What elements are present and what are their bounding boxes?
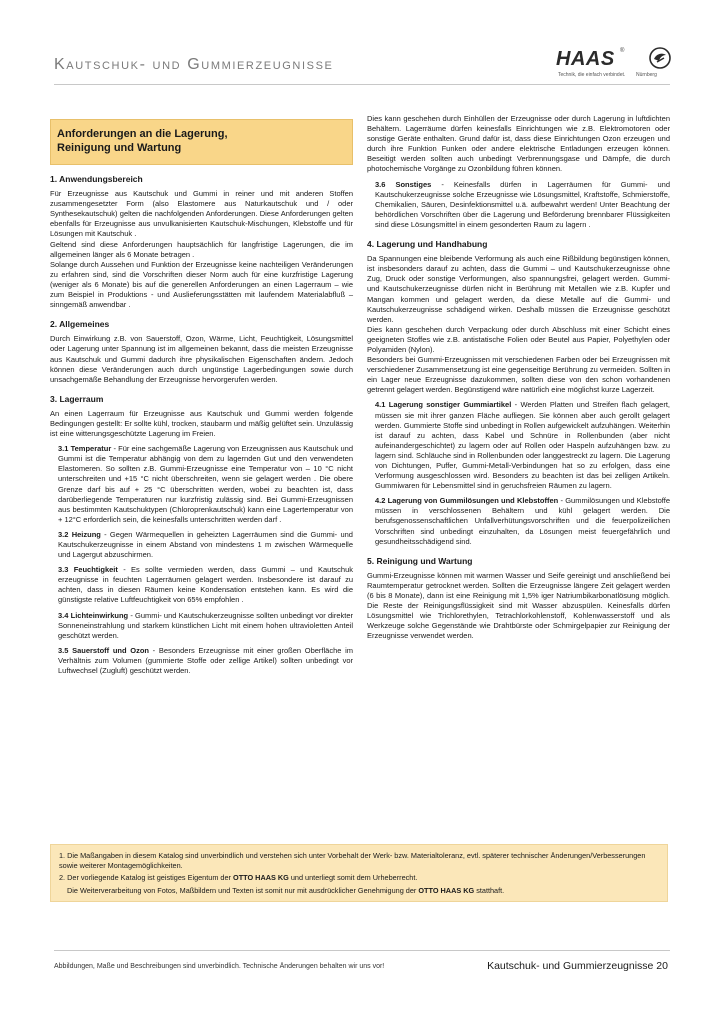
subsection-3-2: [58, 530, 353, 560]
paragraph: Dies kann geschehen durch Einhüllen der Erzeugnisse oder durch Lagerung in luftdichten Behältern. Lagerräume dürfen keinesfalls Einrichtungen wie z.B. Elektromotoren oder sonstige Geräte enthalten. Grund dafür ist, dass diese Einrichtungen Ozon erzeugen und durch ihre Funktion Funken oder andere elektrische Entladungen erzeugen können. Beseitigt werden sollten auch unbedingt Verbrennungsgase und Dämpfe, die durch photochemische Vorgänge zu Ozonbildung führen können.: [367, 114, 670, 174]
paragraph: Besonders bei Gummi-Erzeugnissen mit verschiedenen Farben oder bei Erzeugnissen mit verschiedener Zusammensetzung ist eine gegenseitige Berührung zu vermeiden. Sollten in ein Lager neue Erzeugnisse dazukommen, sollten diese von den schon vorhandenen getrennt gelagert werden. Begünstigend wäre natürlich eine möglichst kurze Lagerzeit.: [367, 355, 670, 395]
disclaimer-notes-box: [50, 844, 668, 902]
footer-disclaimer: Abbildungen, Maße und Beschreibungen sind unverbindlich. Technische Änderungen behalten wir uns vor!: [54, 963, 385, 970]
subsection-text: - Werden Platten und Streifen flach gelagert, müssen sie mit ihrer ganzen Fläche aufliegen. Sie können aber auch gerollt gelagert werden. Gummierte Stoffe sind unbedingt in Rollen aufgewickelt aufzuhängen. Weiterhin ist darauf zu achten, dass Kabel und Schnüre in Rollenbunden (aber nicht aufeinandergeschichtet) zu lagern oder auf Rollen oder Haspeln aufzuhängen bzw. zu lagern sind. Schläuche sind in Rollenbunden oder langgestreckt zu lagern. Die Lagerung von Dichtungen, Puffer, Gummi-Metall-Verbindungen hat so zu erfolgen, dass eine Verformung ausgeschlossen wird. Besonders zu beachten ist das bei zelligen Artikeln. Gummiwaren für Lebensmittel sind in geruchsfreien Räumen zu lagern.: [375, 400, 670, 491]
logo-tagline: Technik, die einfach verbindet.: [558, 72, 626, 78]
paragraph: Gummi-Erzeugnisse können mit warmen Wasser und Seife gereinigt und anschließend bei Raumtemperatur getrocknet werden. Sollten die Erzeugnisse längere Zeit gelagert werden (6 bis 8 Monate), dann ist eine Reinigung mit 1,5% iger Natriumbikarbonatlösung möglich. Die Reste der Reinigungsflüssigkeit sind mit Wasser abzuspülen. Keinesfalls dürfen Lösungsmittel wie Trichlorethylen, Tetrachlorkohlenstoff, Kohlenwasserstoff und als Werkzeuge solche Gegenstände wie Drahtbürste oder Schmirgelpapier zur Reinigung der Erzeugnisse verwendet werden.: [367, 570, 670, 641]
subsection-3-5: [58, 646, 353, 676]
logo-wordmark: HAAS: [556, 48, 615, 70]
subsection-3-3: [58, 565, 353, 605]
subsection-text: - Für eine sachgemäße Lagerung von Erzeugnissen aus Kautschuk und Gummi ist die Temperatur abhängig von dem zu lagernden Gut und den verwendeten Elastomeren. So sollten z.B. Gummi-Erzeugnisse eine Temperatur von – 10 °C nicht unterschreiten und +15 °C nicht überschreiten, wenn sie gelagert werden . Die obere Grenze darf bis auf + 25 °C überschritten werden, wobei zu beachten ist, dass darüberliegende Temperaturen nur kurzfristig zulässig sind. Bei Gummi-Erzeugnissen aus bestimmten Kautschuktypen (Chloroprenkautschuk) kann eine Lagertemperatur von + 12°C erforderlich sein, die keinesfalls unterschritten werden darf .: [58, 444, 353, 524]
note-text: 2. Der vorliegende Katalog ist geistiges Eigentum der: [59, 873, 234, 883]
subsection-label: 3.1 Temperatur: [58, 444, 112, 454]
note-text: Die Weiterverarbeitung von Fotos, Maßbildern und Texten ist somit nur mit ausdrücklicher Genehmigung der: [67, 885, 419, 895]
section-heading-box: [50, 119, 353, 165]
subsection-text: - Keinesfalls dürfen in Lagerräumen für Gummi- und Kautschukerzeugnisse solche Erzeugnisse wie Lösungsmittel, Kraftstoffe, Schmierstoffe, Chemikalien, Säuren, Desinfektionsmittel u.ä. aufbewahrt werden! Unter Beachtung der behördlichen Vorschriften über die Lagerung und Beförderung brennbarer Flüssigkeiten sind diese Lösungsmittel in einem gesonderten Raum zu lagern .: [375, 179, 670, 229]
heading-line-1: Anforderungen an die Lagerung,: [57, 128, 228, 140]
right-column: [367, 114, 670, 642]
note-text: und unterliegt somit dem Urheberrecht.: [288, 873, 418, 883]
paragraph: Dies kann geschehen durch Verpackung oder durch Abschluss mit einer Schicht eines geeigneten Stoffes wie z.B. antistatische Folien oder Beutel aus Papier, Polyethylen oder Polyamiden (Nylon).: [367, 324, 670, 354]
left-column: [50, 114, 353, 679]
subsection-label: 4.2 Lagerung von Gummilösungen und Klebstoffen: [375, 496, 559, 506]
logo-emblem-icon: [648, 46, 672, 70]
section-title-5: 5. Reinigung und Wartung: [367, 555, 473, 566]
section-title-2: 2. Allgemeines: [50, 319, 110, 330]
subsection-label: 3.6 Sonstiges: [375, 179, 432, 189]
paragraph: Geltend sind diese Anforderungen hauptsächlich für langfristige Lagerungen, die im allgemeinen länger als 6 Monate betragen .: [50, 239, 353, 259]
haas-logo: [556, 46, 674, 82]
subsection-text: - Gegen Wärmequellen in geheizten Lagerräumen sind die Gummi- und Kautschukerzeugnisse in einem Abstand von mindestens 1 m zwischen Wärmequelle und Lagergut abzuschirmen.: [58, 529, 353, 560]
section-title-3: 3. Lagerraum: [50, 393, 104, 404]
paragraph: Solange durch Aussehen und Funktion der Erzeugnisse keine nachteiligen Veränderungen zu erfahren sind, sind die Vorschriften dieser Norm auch für eine kurzfristige Lagerung (weniger als 6 Monate) bis auf die generellen Anforderungen an einen Lagerraum – wie zum Beispiel in Produktions - und Auslieferungsstätten mit laufendem Materialabfluß – sinngemäß anwendbar .: [50, 259, 353, 310]
subsection-label: 3.3 Feuchtigkeit: [58, 565, 118, 575]
footer-divider: [54, 950, 670, 951]
header-divider: [54, 84, 670, 85]
subsection-text: - Gummilösungen und Klebstoffe müssen in verschlossenen Behältern und kühl gelagert werden. Die berufsgenossenschaftlichen Unfallverhütungsvorschriften und die feuerpolizeilichen Vorschriften sind unbedingt einzuhalten, da Lösungen meist feuergefährlich und gesundheitsschädigend sind.: [375, 496, 670, 546]
note-2: [59, 873, 659, 883]
paragraph: An einen Lagerraum für Erzeugnisse aus Kautschuk und Gummi werden folgende Bedingungen gestellt: Er sollte kühl, trocken, staubarm und mäßig gelüftet sein. Unzulässig ist eine witterungsgeschützte Lagerung im Freien.: [50, 408, 353, 439]
paragraph: Für Erzeugnisse aus Kautschuk und Gummi in reiner und mit anderen Stoffen zusammengesetzter Form (also Elastomere aus Naturkautschuk und / oder Synthesekautschuk) gelten die nachfolgenden Anforderungen. Diese Anforderungen gelten ebenfalls für Erzeugnisse aus unvulkanisierten Kautschuk-Mischungen, Klebstoffe und für Lösungen mit Kautschuk .: [50, 189, 353, 239]
subsection-3-4: [58, 611, 353, 641]
page-header-title: Kautschuk- und Gummierzeugnisse: [54, 56, 334, 73]
note-1: 1. Die Maßangaben in diesem Katalog sind unverbindlich und verstehen sich unter Vorbehalt der Werk- bzw. Materialtoleranz, evtl. späterer technischer Änderungen/Verbesserungen sowie weiterer Montagemöglichkeiten.: [59, 851, 646, 870]
logo-city: Nürnberg: [636, 72, 657, 78]
subsection-4-1: [375, 400, 670, 491]
subsection-text: - Es sollte vermieden werden, dass Gummi – und Kautschuk erzeugnisse in feuchten Lagerräumen gelagert werden. Insbesondere ist darauf zu achten, dass in diesen Räumen keine Kondensation entstehen kann. Es wird die günstigste relative Luftfeuchtigkeit von 65% empfohlen .: [58, 565, 354, 605]
footer-page-label: Kautschuk- und Gummierzeugnisse 20: [487, 960, 668, 972]
paragraph: Durch Einwirkung z.B. von Sauerstoff, Ozon, Wärme, Licht, Feuchtigkeit, Lösungsmittel oder Lagerung unter Spannung ist im allgemeinen bekannt, dass die meisten Erzeugnisse aus Kautschuk und Gummi dadurch ihre physikalischen Eigenschaften ändern. Jedoch können diese Veränderungen auch durch ungünstige Lagerbedingungen sowie durch unsachgemäße Behandlung der Erzeugnisse hervorgerufen werden.: [50, 334, 353, 384]
logo-registered-mark: ®: [620, 48, 625, 54]
section-title-4: 4. Lagerung und Handhabung: [367, 239, 488, 250]
subsection-label: 4.1 Lagerung sonstiger Gummiartikel: [375, 400, 512, 410]
company-name: OTTO HAAS KG: [233, 873, 289, 883]
paragraph: Da Spannungen eine bleibende Verformung als auch eine Rißbildung begünstigen können, ist insbesonders darauf zu achten, dass die Gummi – und Kautschukerzeugnisse ohne Zug, Druck oder sonstige Verformungen, also spannungsfrei, gelagert werden. Gummi- und Kautschukerzeugnisse dürfen nicht in Berührung mit Metallen wie z.B. Kupfer und Mangan kommen und gelagert werden, da diese Metalle auf die Gummi- und Kautschukerzeugnisse schädigend wirken. Deshalb müssen die Erzeugnisse geschützt werden.: [367, 254, 670, 324]
subsection-label: 3.4 Lichteinwirkung: [58, 610, 129, 620]
company-name: OTTO HAAS KG: [418, 885, 475, 895]
subsection-3-1: [58, 444, 353, 525]
note-2-continued: [59, 886, 659, 896]
subsection-label: 3.5 Sauerstoff und Ozon: [58, 645, 150, 655]
subsection-label: 3.2 Heizung: [58, 529, 101, 539]
subsection-text: - Besonders Erzeugnisse mit einer großen Oberfläche im Verhältnis zum Volumen (gummierte Stoffe oder zellige Artikel) sollten unbedingt vor Luftwechsel (Zugluft) geschützt werden.: [58, 645, 353, 676]
note-text: statthaft.: [474, 885, 505, 895]
section-title-1: 1. Anwendungsbereich: [50, 174, 143, 184]
subsection-3-6: [375, 180, 670, 230]
heading-line-2: Reinigung und Wartung: [57, 142, 182, 154]
subsection-4-2: [375, 496, 670, 546]
subsection-text: - Gummi- und Kautschukerzeugnisse sollten unbedingt vor direkter Sonneneinstrahlung und starkem künstlichen Licht mit einem hohen ultravioletten Anteil geschützt werden.: [58, 610, 353, 640]
